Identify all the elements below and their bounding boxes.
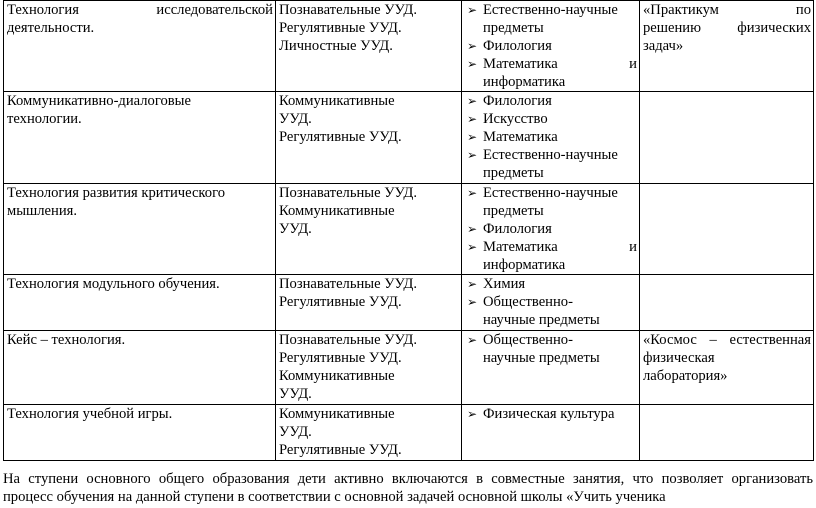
subject-name: научные предметы [483,312,600,328]
subject-item [467,37,637,55]
arrow-bullet-icon: ➢ [467,295,478,309]
uud-item: Регулятивные УУД. [279,350,402,366]
table-row [4,405,814,461]
table-row [4,1,814,92]
technology-cell [4,405,276,461]
arrow-bullet-icon: ➢ [467,277,478,291]
uud-item: УУД. [279,424,312,440]
subject-name: Искусство [483,111,548,127]
subjects-list [465,1,637,91]
course-name: решению физических [643,20,811,36]
subject-item [467,1,637,37]
uud-cell [276,184,462,275]
subject-name: Естественно-научные [483,185,618,201]
subject-name: Естественно-научные [483,147,618,163]
subject-name: Математика и [483,239,637,255]
uud-item: Регулятивные УУД. [279,20,402,36]
technology-name: Кейс – технология. [7,332,126,348]
arrow-bullet-icon: ➢ [467,39,478,53]
subjects-list [465,92,637,182]
uud-item: Личностные УУД. [279,38,393,54]
subject-item [467,55,637,91]
uud-item: Познавательные УУД. [279,185,418,201]
uud-item: Познавательные УУД. [279,332,418,348]
course-cell [640,331,814,405]
paragraph-line: На ступени основного общего образования дети активно включаются в совместные занятия, что позволяет организовать [3,471,813,487]
subjects-cell [462,92,640,184]
subjects-cell [462,331,640,405]
arrow-bullet-icon: ➢ [467,222,478,236]
subject-name: Математика [483,129,558,145]
uud-item: УУД. [279,221,312,237]
subject-name: предметы [483,203,544,219]
subject-item [467,405,637,423]
technology-name: Технология исследовательской [7,2,273,18]
subject-item [467,331,637,367]
subject-name: Филология [483,221,552,237]
uud-item: Регулятивные УУД. [279,294,402,310]
course-name: «Космос – естественная [643,332,811,348]
arrow-bullet-icon: ➢ [467,3,478,17]
uud-item: УУД. [279,111,312,127]
subject-item [467,92,637,110]
subject-name: Математика и [483,56,637,72]
subjects-list [465,331,637,367]
uud-cell [276,331,462,405]
subject-name: Общественно- [483,332,573,348]
course-cell [640,405,814,461]
arrow-bullet-icon: ➢ [467,112,478,126]
uud-item: Регулятивные УУД. [279,442,402,458]
subject-name: информатика [483,257,566,273]
subject-name: научные предметы [483,350,600,366]
uud-item: Познавательные УУД. [279,2,418,18]
course-name: задач» [643,38,684,54]
technology-name: Технология модульного обучения. [7,276,220,292]
table-row [4,92,814,184]
subject-name: Общественно- [483,294,573,310]
technology-cell [4,92,276,184]
paragraph-line: процесс обучения на данной ступени в соответствии с основной задачей основной школы «Учить ученика [3,489,666,505]
uud-item: Регулятивные УУД. [279,129,402,145]
technology-name: Технология развития критического [7,185,225,201]
technology-name: мышления. [7,203,78,219]
subject-name: Химия [483,276,526,292]
arrow-bullet-icon: ➢ [467,240,478,254]
course-name: «Практикум по [643,2,811,18]
subjects-cell [462,405,640,461]
subject-name: Филология [483,93,552,109]
subject-name: Физическая культура [483,406,615,422]
subject-item [467,238,637,274]
subjects-list [465,275,637,329]
subject-name: предметы [483,20,544,36]
uud-item: Коммуникативные [279,368,395,384]
uud-cell [276,405,462,461]
subject-name: Филология [483,38,552,54]
technology-name: деятельности. [7,20,95,36]
arrow-bullet-icon: ➢ [467,333,478,347]
table-row [4,275,814,331]
arrow-bullet-icon: ➢ [467,57,478,71]
technology-name: Технология учебной игры. [7,406,173,422]
methods-table [3,0,814,461]
subject-name: предметы [483,165,544,181]
arrow-bullet-icon: ➢ [467,186,478,200]
uud-item: Познавательные УУД. [279,276,418,292]
body-paragraph [3,470,813,506]
table-row [4,184,814,275]
course-name: лаборатория» [643,368,728,384]
subject-item [467,110,637,128]
uud-item: Коммуникативные [279,406,395,422]
methods-table-body [4,1,814,461]
course-cell [640,184,814,275]
uud-cell [276,1,462,92]
subjects-list [465,184,637,274]
subjects-cell [462,184,640,275]
subject-name: Естественно-научные [483,2,618,18]
technology-cell [4,1,276,92]
technology-cell [4,184,276,275]
subject-item [467,293,637,329]
subjects-list [465,405,637,423]
arrow-bullet-icon: ➢ [467,148,478,162]
arrow-bullet-icon: ➢ [467,130,478,144]
uud-item: Коммуникативные [279,93,395,109]
technology-name: Коммуникативно-диалоговые [7,93,191,109]
uud-cell [276,275,462,331]
uud-cell [276,92,462,184]
subject-name: информатика [483,74,566,90]
course-cell [640,1,814,92]
subjects-cell [462,275,640,331]
subject-item [467,128,637,146]
subject-item [467,275,637,293]
technology-cell [4,331,276,405]
course-cell [640,275,814,331]
subjects-cell [462,1,640,92]
arrow-bullet-icon: ➢ [467,94,478,108]
technology-cell [4,275,276,331]
uud-item: Коммуникативные [279,203,395,219]
subject-item [467,184,637,220]
arrow-bullet-icon: ➢ [467,407,478,421]
course-name: физическая [643,350,715,366]
table-row [4,331,814,405]
technology-name: технологии. [7,111,82,127]
uud-item: УУД. [279,386,312,402]
course-cell [640,92,814,184]
subject-item [467,220,637,238]
subject-item [467,146,637,182]
